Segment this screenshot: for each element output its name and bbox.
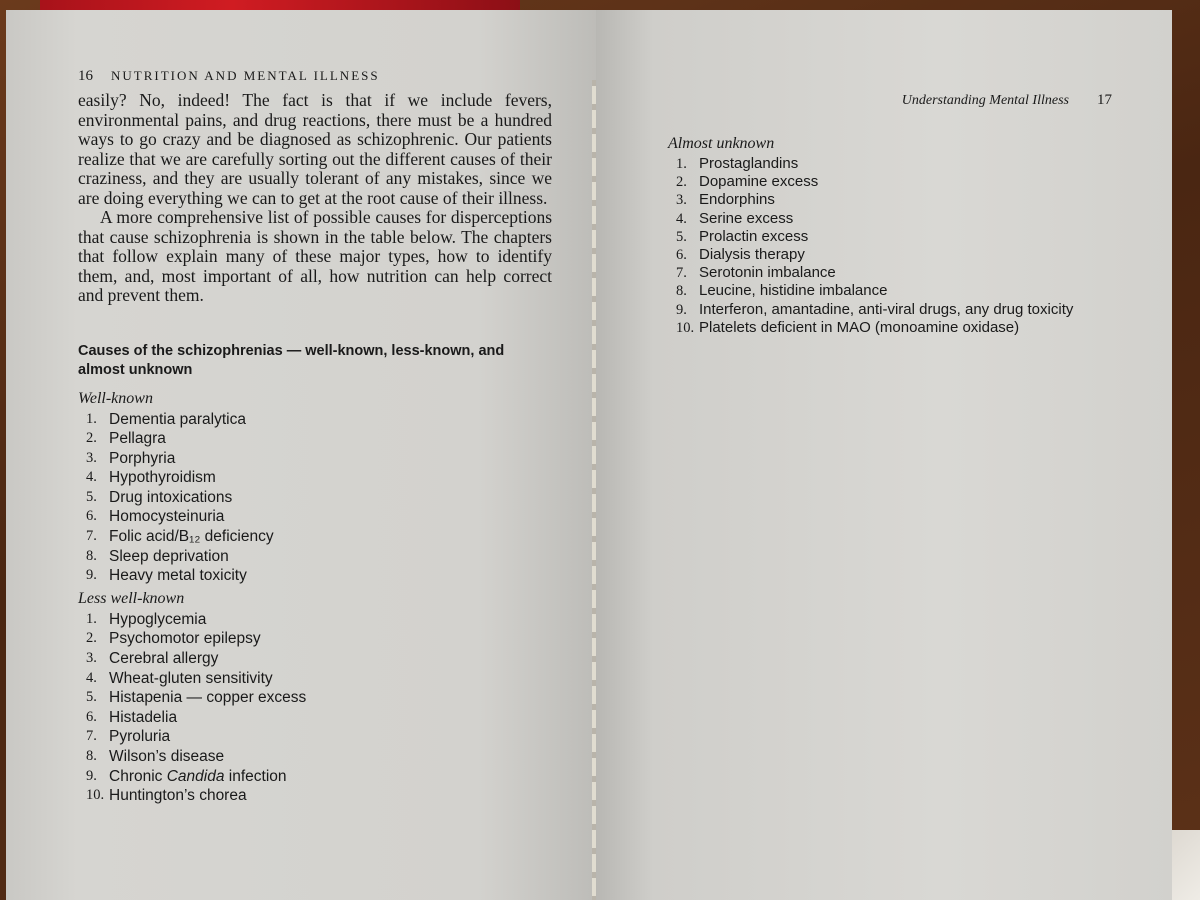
list-item — [668, 246, 1112, 264]
paragraph-1: easily? No, indeed! The fact is that if we include fevers, environmental pains, and drug reactions, there must be a hundred ways to go crazy and be diagnosed as schizophrenic. Our patients realize that we are carefully sorting out the different causes of their craziness, and they are usually tolerant of any mistakes, since we are doing everything we can to get at the root cause of their illness. — [78, 90, 552, 208]
list-item-number: 7. — [676, 265, 687, 282]
list-item — [78, 527, 552, 547]
right-running-title: Understanding Mental Illness — [901, 93, 1069, 108]
list-item-number: 6. — [86, 708, 97, 725]
table-title: Causes of the schizophrenias — well-known, less-known, and almost unknown — [78, 342, 505, 378]
list-item — [78, 708, 552, 728]
list-item-number: 5. — [676, 228, 687, 245]
list-item-text: Heavy metal toxicity — [109, 567, 247, 585]
list-item — [78, 507, 552, 527]
list-item — [78, 468, 552, 488]
list-item — [668, 155, 1112, 173]
list-item-number: 4. — [86, 469, 97, 486]
list-item-text: Psychomotor epilepsy — [109, 630, 261, 648]
list-item-number: 8. — [676, 283, 687, 300]
list-item-text: Interferon, amantadine, anti-viral drugs, any drug toxicity — [699, 300, 1074, 318]
list-item — [668, 301, 1112, 319]
list-item — [78, 488, 552, 508]
list-item-number: 2. — [86, 630, 97, 647]
list-item — [78, 629, 552, 649]
list-item — [668, 319, 1112, 337]
list-item-text: Hypoglycemia — [109, 610, 207, 628]
list-item-text: Porphyria — [109, 449, 176, 467]
list-item-text: Wheat-gluten sensitivity — [109, 669, 273, 687]
list-item-text: Drug intoxications — [109, 488, 233, 506]
list-item-text-part: Chronic — [109, 767, 167, 785]
list-item-number: 1. — [86, 410, 97, 427]
list-item-number: 4. — [86, 669, 97, 686]
list-item — [78, 449, 552, 469]
open-book — [6, 10, 1172, 900]
list-item-text: Prolactin excess — [699, 227, 809, 245]
list-item — [668, 264, 1112, 282]
list-item-text: Pyroluria — [109, 728, 171, 746]
list-item-text-part: infection — [224, 767, 287, 785]
list-item — [78, 566, 552, 586]
list-item-number: 10. — [676, 319, 695, 336]
list-item — [668, 228, 1112, 246]
list-item-number: 8. — [86, 748, 97, 764]
left-running-title: NUTRITION AND MENTAL ILLNESS — [111, 68, 380, 83]
list-item-text: Dementia paralytica — [109, 410, 246, 428]
list-item-number: 3. — [86, 449, 97, 466]
list-item-text — [109, 767, 287, 787]
list-item-number: 2. — [676, 174, 687, 191]
list-item-number: 7. — [86, 728, 97, 745]
list-item — [668, 173, 1112, 191]
list-item — [78, 410, 552, 430]
list-item — [668, 191, 1112, 209]
list-item-text: Platelets deficient in MAO (monoamine oxidase) — [699, 318, 1020, 336]
list-item-text: Cerebral allergy — [109, 650, 219, 668]
list-item-text: Endorphins — [699, 191, 775, 209]
list-item — [78, 610, 552, 630]
list-item-number: 5. — [86, 488, 97, 505]
less-well-known-heading: Less well-known — [78, 589, 185, 607]
list-item-text: Serotonin imbalance — [699, 264, 836, 282]
list-item — [78, 649, 552, 669]
list-item-number: 9. — [86, 767, 97, 784]
list-item — [78, 727, 552, 747]
list-item-text: Huntington’s chorea — [109, 787, 247, 805]
left-running-head — [78, 68, 552, 85]
list-item-number: 10. — [86, 787, 105, 804]
right-page-number: 17 — [1097, 92, 1112, 108]
list-item — [78, 786, 552, 806]
well-known-list — [78, 410, 552, 586]
list-item — [668, 282, 1112, 300]
list-item — [78, 767, 552, 787]
almost-unknown-list — [668, 155, 1112, 337]
left-page-number: 16 — [78, 68, 93, 84]
list-item-number: 6. — [676, 247, 687, 264]
list-item — [78, 547, 552, 567]
list-item-text: Serine excess — [699, 209, 794, 227]
left-page — [6, 10, 596, 900]
right-page — [596, 10, 1172, 900]
list-item — [668, 210, 1112, 228]
list-item-text: Prostaglandins — [699, 155, 799, 172]
well-known-heading: Well-known — [78, 389, 153, 407]
list-item-number: 7. — [86, 528, 97, 545]
list-item-number: 5. — [86, 689, 97, 706]
list-item-text: Wilson’s disease — [109, 748, 225, 765]
less-well-known-list — [78, 610, 552, 806]
list-item-number: 1. — [86, 610, 97, 627]
list-item-number: 8. — [86, 547, 97, 564]
list-item-text: Hypothyroidism — [109, 469, 216, 487]
list-item-number: 9. — [676, 301, 687, 318]
paragraph-2: A more comprehensive list of possible causes for disperceptions that cause schizophrenia is shown in the table below. The chapters that follow explain many of these major types, how to identify them, and, most important of all, how nutrition can help correct and prevent them. — [78, 207, 552, 305]
list-item-text-italic: Candida — [166, 767, 225, 785]
list-item-text: Dialysis therapy — [699, 246, 805, 264]
list-item-number: 4. — [676, 210, 687, 227]
list-item-number: 9. — [86, 567, 97, 584]
list-item-text: Leucine, histidine imbalance — [699, 282, 888, 300]
list-item-text: Histapenia — copper excess — [109, 689, 307, 707]
list-item-number: 1. — [676, 156, 687, 172]
list-item-text: Sleep deprivation — [109, 547, 229, 565]
list-item-text: Pellagra — [109, 430, 166, 448]
almost-unknown-heading: Almost unknown — [668, 135, 775, 152]
list-item-number: 3. — [676, 192, 687, 209]
list-item-number: 3. — [86, 650, 97, 667]
list-item-number: 6. — [86, 508, 97, 525]
list-item-text: Folic acid/B₁₂ deficiency — [109, 528, 274, 546]
list-item-text: Dopamine excess — [699, 173, 819, 191]
list-item-number: 2. — [86, 430, 97, 447]
list-item-text: Homocysteinuria — [109, 508, 225, 526]
list-item-text: Histadelia — [109, 708, 178, 726]
list-item — [78, 429, 552, 449]
list-item — [78, 669, 552, 689]
list-item — [78, 688, 552, 708]
right-running-head — [668, 92, 1112, 109]
list-item — [78, 747, 552, 767]
